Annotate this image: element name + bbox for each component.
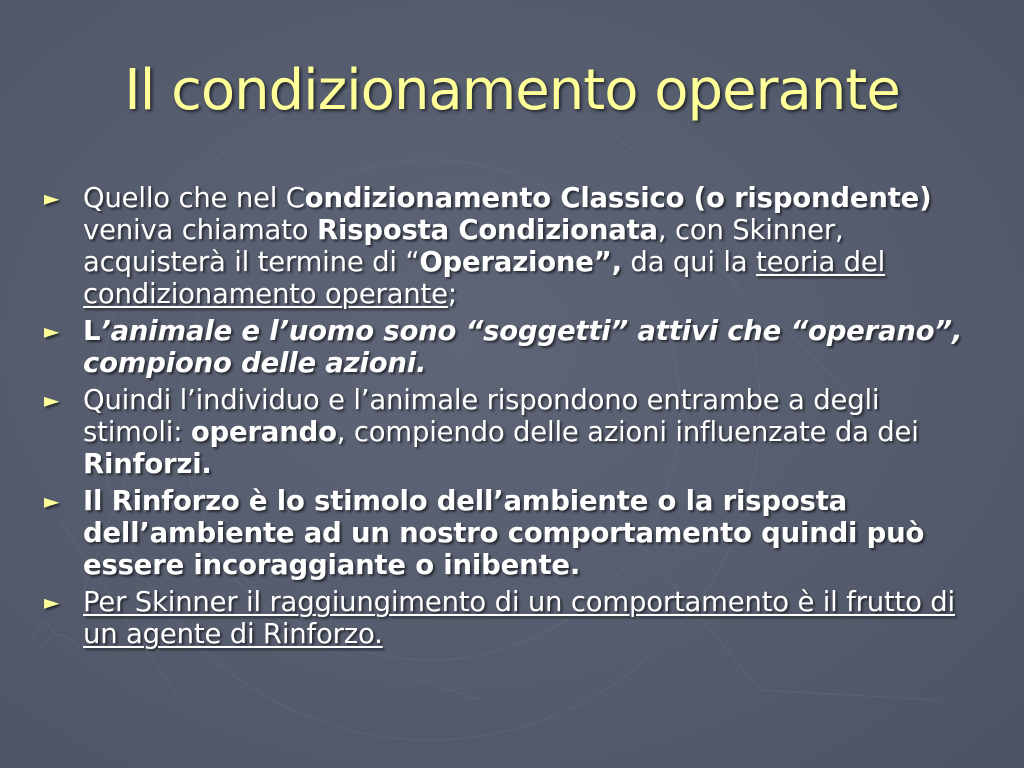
bullet-text-bold: L [83, 315, 101, 347]
bullet-text-bold: ondizionamento Classico (o rispondente) [304, 182, 932, 214]
bullet-item [44, 384, 984, 480]
bullet-arrow-icon: ► [44, 489, 60, 513]
bullet-text-bold: Il Rinforzo è lo stimolo dell’ambiente o la risposta dell’ambiente ad un nostro comportamento quindi può essere incoraggiante o inibente. [83, 485, 925, 581]
bullet-text: ; [447, 278, 457, 310]
bullet-list [44, 182, 984, 655]
bullet-arrow-icon: ► [44, 186, 60, 210]
bullet-item [44, 485, 984, 581]
bullet-text-underlined: teoria del condizionamento operante [83, 246, 886, 310]
bullet-text-bold: Risposta Condizionata [316, 214, 658, 246]
bullet-arrow-icon: ► [44, 590, 60, 614]
bullet-text-bold-italic: ’animale e l’uomo sono “soggetti” attivi che “operano”, compiono delle azioni. [83, 315, 963, 379]
bullet-item [44, 586, 984, 650]
bullet-text-bold: Rinforzi. [83, 448, 212, 480]
bullet-item [44, 315, 984, 379]
bullet-item [44, 182, 984, 310]
bullet-text: , con Skinner, acquisterà il termine di “ [83, 214, 844, 278]
bullet-text-underlined: Per Skinner il raggiungimento di un comportamento è il frutto di un agente di Rinforzo. [83, 586, 955, 650]
bullet-text: Quindi l’individuo e l’animale rispondono entrambe a degli stimoli: [83, 384, 880, 448]
bullet-text: , compiendo delle azioni influenzate da dei [336, 416, 919, 448]
bullet-text: veniva chiamato [83, 214, 317, 246]
bullet-arrow-icon: ► [44, 319, 60, 343]
bullet-text: da qui la [621, 246, 756, 278]
bullet-text: Quello che nel C [83, 182, 305, 214]
bullet-text-bold: Operazione”, [419, 246, 622, 278]
bullet-text-bold: operando [190, 416, 337, 448]
slide-title: Il condizionamento operante [124, 58, 900, 123]
bullet-arrow-icon: ► [44, 388, 60, 412]
